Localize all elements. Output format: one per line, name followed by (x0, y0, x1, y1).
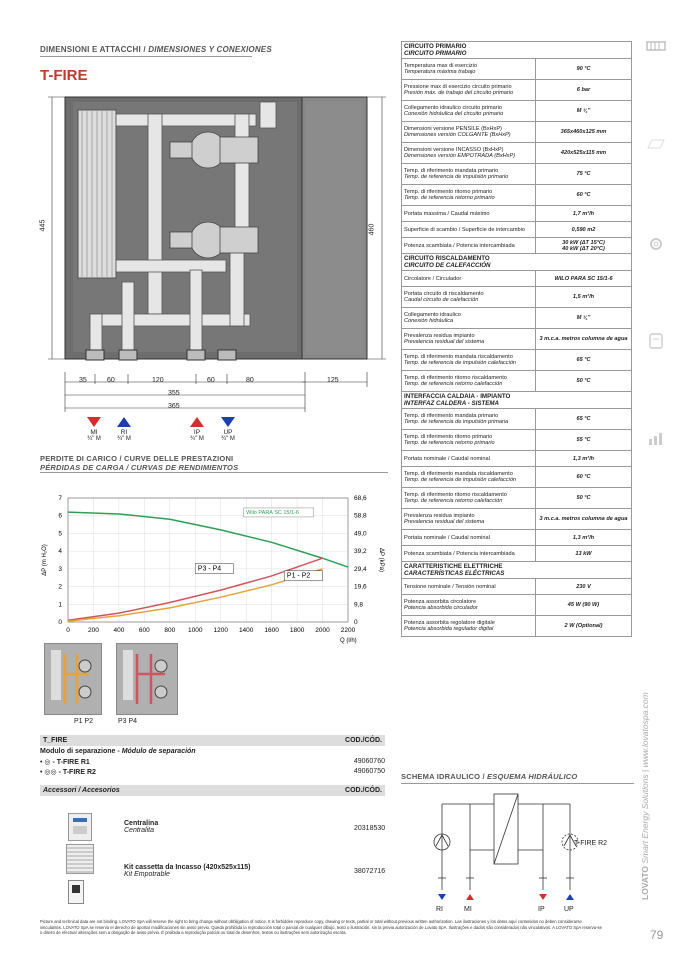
code-row-r1: • ◎ - T-FIRE R1 49060760 (40, 758, 385, 766)
schema-label: T-FIRE R2 (574, 840, 608, 847)
spec-row: Temp. di riferimento mandata riscaldamento Temp. de referencia de impulsión calefacción 60 °C (402, 467, 632, 488)
spec-row: Temp. di riferimento mandata riscaldamento Temp. de referencia de impulsión calefacción 65 °C (402, 350, 632, 371)
perf-title: PERDITE DI CARICO / CURVE DELLE PRESTAZIONI (40, 454, 234, 463)
x-tick-label: 200 (88, 627, 99, 634)
y-right-tick-label: 68,6 (354, 495, 367, 502)
dim-height: 445 (39, 219, 47, 232)
x-tick-label: 1400 (238, 627, 254, 634)
dim-w1: 355 (168, 390, 180, 397)
device-icon (649, 333, 663, 351)
y-right-tick-label: 9,8 (354, 601, 364, 609)
y-right-tick-label: 39,2 (354, 548, 367, 556)
y-right-axis-label: ΔP (kPa) (378, 548, 384, 572)
specs-table (401, 41, 632, 637)
y-tick-label: 3 (58, 565, 62, 573)
pump-label: Wilo PARA SC 15/1-6 (246, 509, 299, 516)
spec-row: Temp. di riferimento ritorno primario Temp. de referencia retorno primario 60 °C (402, 185, 632, 206)
port-up: UP ¾" M (218, 417, 238, 442)
specs-section-header: CIRCUITO PRIMARIO CIRCUITO PRIMARIO (402, 42, 632, 59)
x-tick-label: 0 (66, 627, 70, 634)
page-title: T-FIRE (40, 67, 88, 84)
specs-section-header: INTERFACCIA CALDAIA - IMPIANTO INTERFAZ CALDERA - SISTEMA (402, 392, 632, 409)
page-number: 79 (650, 928, 664, 942)
acc-kit: Kit cassetta da Incasso (420x525x115) Kit Empotrable (124, 864, 251, 878)
codes-cod-header: COD./CÓD. (345, 737, 382, 744)
dimension-drawing (30, 92, 390, 422)
perf-title-es: PÉRDIDAS DE CARGA / CURVAS DE RENDIMIENTOS (40, 463, 239, 472)
brand-vertical: LOVATO Smart Energy Solutions | www.lovatospa.com (640, 692, 650, 900)
spec-row: Prevalenza residua impianto Prevalencia residual del sistema 3 m.c.a. metros columna de agua (402, 509, 632, 530)
spec-row: Potenza scambiata / Potencia intercambiada 30 kW (ΔT 15°C) 40 kW (ΔT 20°C) (402, 238, 632, 254)
spec-row: Portata massima / Caudal máximo 1,7 m³/h (402, 206, 632, 222)
performance-chart (40, 486, 385, 644)
schema-port-ip: IP (538, 906, 545, 913)
port-mi: MI ¾" M (84, 417, 104, 442)
spec-row: Portata nominale / Caudal nominal 1,3 m³/h (402, 451, 632, 467)
y-right-tick-label: 19,6 (354, 583, 367, 591)
x-tick-label: 600 (138, 627, 150, 634)
port-ri: RI ¾" M (114, 417, 134, 442)
kit-image (66, 844, 94, 874)
spec-row: Dimensioni versione PENSILE (BxHxP) Dimensiones versión COLGANTE (BxHxP) 365x460x125 mm (402, 122, 632, 143)
solar-panel-icon (646, 138, 666, 152)
spec-row: Temp. di riferimento ritorno primario Temp. de referencia retorno primario 55 °C (402, 430, 632, 451)
y-right-tick-label: 58,8 (354, 512, 367, 520)
acc-kit-code: 38072716 (354, 868, 386, 875)
acc-header: Accessori / Accesorios (43, 787, 120, 794)
spec-row: Portata nominale / Caudal nominal 1,3 m³/h (402, 530, 632, 546)
thumb1-label: P1 P2 (74, 718, 94, 725)
schema-title: SCHEMA IDRAULICO / ESQUEMA HIDRÁULICO (401, 772, 578, 781)
controller-image (68, 813, 92, 841)
x-tick-label: 400 (113, 627, 125, 634)
x-tick-label: 2200 (340, 627, 356, 634)
port-legend (84, 417, 254, 453)
spec-row: Temperatura max di esercizio Temperatura máxima trabajo 90 °C (402, 59, 632, 80)
chart-icon (647, 430, 665, 448)
y-tick-label: 0 (58, 619, 62, 626)
spec-row: Collegamento idraulico circuito primario Conexión hidráulica del circuito primario M ¾" (402, 101, 632, 122)
p34-label: P3 - P4 (197, 565, 222, 573)
dim-b1: 35 (79, 377, 87, 384)
p12-label: P1 - P2 (286, 572, 311, 580)
circuit-thumb-p1p2 (44, 643, 102, 715)
x-tick-label: 2000 (315, 627, 330, 634)
x-tick-label: 1000 (188, 627, 203, 634)
dim-height-side: 460 (368, 223, 376, 236)
schema-port-mi: MI (464, 906, 472, 913)
y-right-tick-label: 0 (354, 619, 358, 626)
spec-row: Temp. di riferimento ritorno riscaldamento Temp. de referencia retorno calefacción 50 °C (402, 488, 632, 509)
spec-row: Temp. di riferimento mandata primario Temp. de referencia de impulsión primario 75 °C (402, 164, 632, 185)
spec-row: Tensione nominale / Tensión nominal 230 V (402, 579, 632, 595)
dim-b4: 60 (207, 377, 215, 384)
section-header: DIMENSIONI E ATTACCHI / DIMENSIONES Y CONEXIONES (40, 45, 272, 54)
acc-centralina-code: 20318530 (354, 825, 386, 832)
thumb2-label: P3 P4 (118, 718, 138, 725)
x-tick-label: 1800 (289, 627, 305, 634)
spec-row: Collegamento idraulico Conexión hidráulica M ¾" (402, 308, 632, 329)
dim-b2: 60 (107, 377, 115, 384)
port-ip: IP ¾" M (187, 417, 207, 442)
gear-icon (647, 235, 665, 255)
spec-row: Temp. di riferimento ritorno riscaldamento Temp. de referencia retorno calefacción 50 °C (402, 371, 632, 392)
spec-row: Circolatore / Circulador WILO PARA SC 15/1-6 (402, 271, 632, 287)
schema-port-up: UP (564, 906, 574, 913)
dim-depth: 125 (327, 377, 339, 384)
specs-section-header: CIRCUITO RISCALDAMENTO CIRCUITO DE CALEFACCIÓN (402, 254, 632, 271)
spec-row: Pressione max di esercizio circuito primario Presión máx. de trabajo del circuito primario 6 bar (402, 80, 632, 101)
code-row-r2: • ◎◎ - T-FIRE R2 49060750 (40, 768, 385, 776)
y-tick-label: 4 (58, 548, 62, 556)
dim-b3: 120 (152, 377, 164, 384)
specs-section-header: CARATTERISTICHE ELETTRICHE CARACTERÍSTICAS ELÉCTRICAS (402, 562, 632, 579)
x-axis-label: Q (l/h) (340, 638, 357, 644)
y-right-tick-label: 49,0 (354, 530, 367, 538)
y-right-tick-label: 29,4 (354, 565, 367, 573)
spec-row: Portata circuito di riscaldamento Caudal circuito de calefacción 1,5 m³/h (402, 287, 632, 308)
spec-row: Potenza assorbita regolatore digitale Potencia absorbida regulador digital 2 W (Optional) (402, 616, 632, 637)
dim-w2: 365 (168, 403, 180, 410)
y-tick-label: 5 (58, 530, 62, 538)
x-tick-label: 1600 (264, 627, 279, 634)
spec-row: Potenza scambiata / Potencia intercambiada 13 kW (402, 546, 632, 562)
series-line-0 (68, 509, 348, 567)
spec-row: Dimensioni versione INCASSO (BxHxP) Dimensiones versión EMPOTRADA (BxHxP) 420x525x115 mm (402, 143, 632, 164)
spec-row: Prevalenza residua impianto Prevalencia residual del sistema 3 m.c.a. metros columna de agua (402, 329, 632, 350)
y-axis-label: ΔP (m H₂O) (42, 544, 48, 576)
spec-row: Superficie di scambio / Superficie de intercambio 0,590 m2 (402, 222, 632, 238)
kit-image-2 (68, 880, 84, 904)
y-tick-label: 1 (58, 601, 62, 609)
dim-b5: 80 (246, 377, 254, 384)
spec-row: Potenza assorbita circolatore Potencia absorbida circulador 45 W (90 W) (402, 595, 632, 616)
y-tick-label: 7 (58, 495, 62, 502)
x-tick-label: 1200 (213, 627, 228, 634)
y-tick-label: 2 (58, 583, 62, 591)
spec-row: Temp. di riferimento mandata primario Temp. de referencia de impulsión primaria 65 °C (402, 409, 632, 430)
codes-table: T_FIRE COD./CÓD. Modulo di separazione - Módulo de separación • ◎ - T-FIRE R1 49060760 • ◎◎ - T-FIRE R2 49060750 Accessori / Accesorios COD./CÓD. (40, 737, 385, 794)
schema-port-ri: RI (436, 906, 443, 913)
y-tick-label: 6 (58, 512, 62, 520)
acc-centralina: Centralina Centralita (124, 820, 159, 834)
x-tick-label: 800 (164, 627, 176, 634)
circuit-thumb-p3p4 (116, 643, 178, 715)
footer-disclaimer: Picture and technical data are not binding. LOVATO SpA will reserve the right to bring change without obbligation of notice. It is forbidden reproduce copy, drawing or texts, partial or total without previous written authorization. Las ilustraciones y los datos aquí contenidos no deben considerarse vinculantes. LOVATO SpA se reserva el derecho de aportar modificaciones sin aviso previo. Queda prohibida la reproducción total o parcial de cualquier dibujo, texto o ilustración, sin la previa autorización de Lovato SpA. Ilustrações e dados são considerados não vinculativos. A LOVATO SpA reserva-se o direito de efectuar alterações sem a obrigação de aviso prévio. É proibida a reprodução parcial ou total de desenhos, textos ou ilustrações sem autorização escrita. (40, 919, 602, 936)
radiator-icon (646, 40, 666, 54)
codes-header: T_FIRE (43, 737, 68, 744)
hydraulic-schema (420, 790, 610, 918)
